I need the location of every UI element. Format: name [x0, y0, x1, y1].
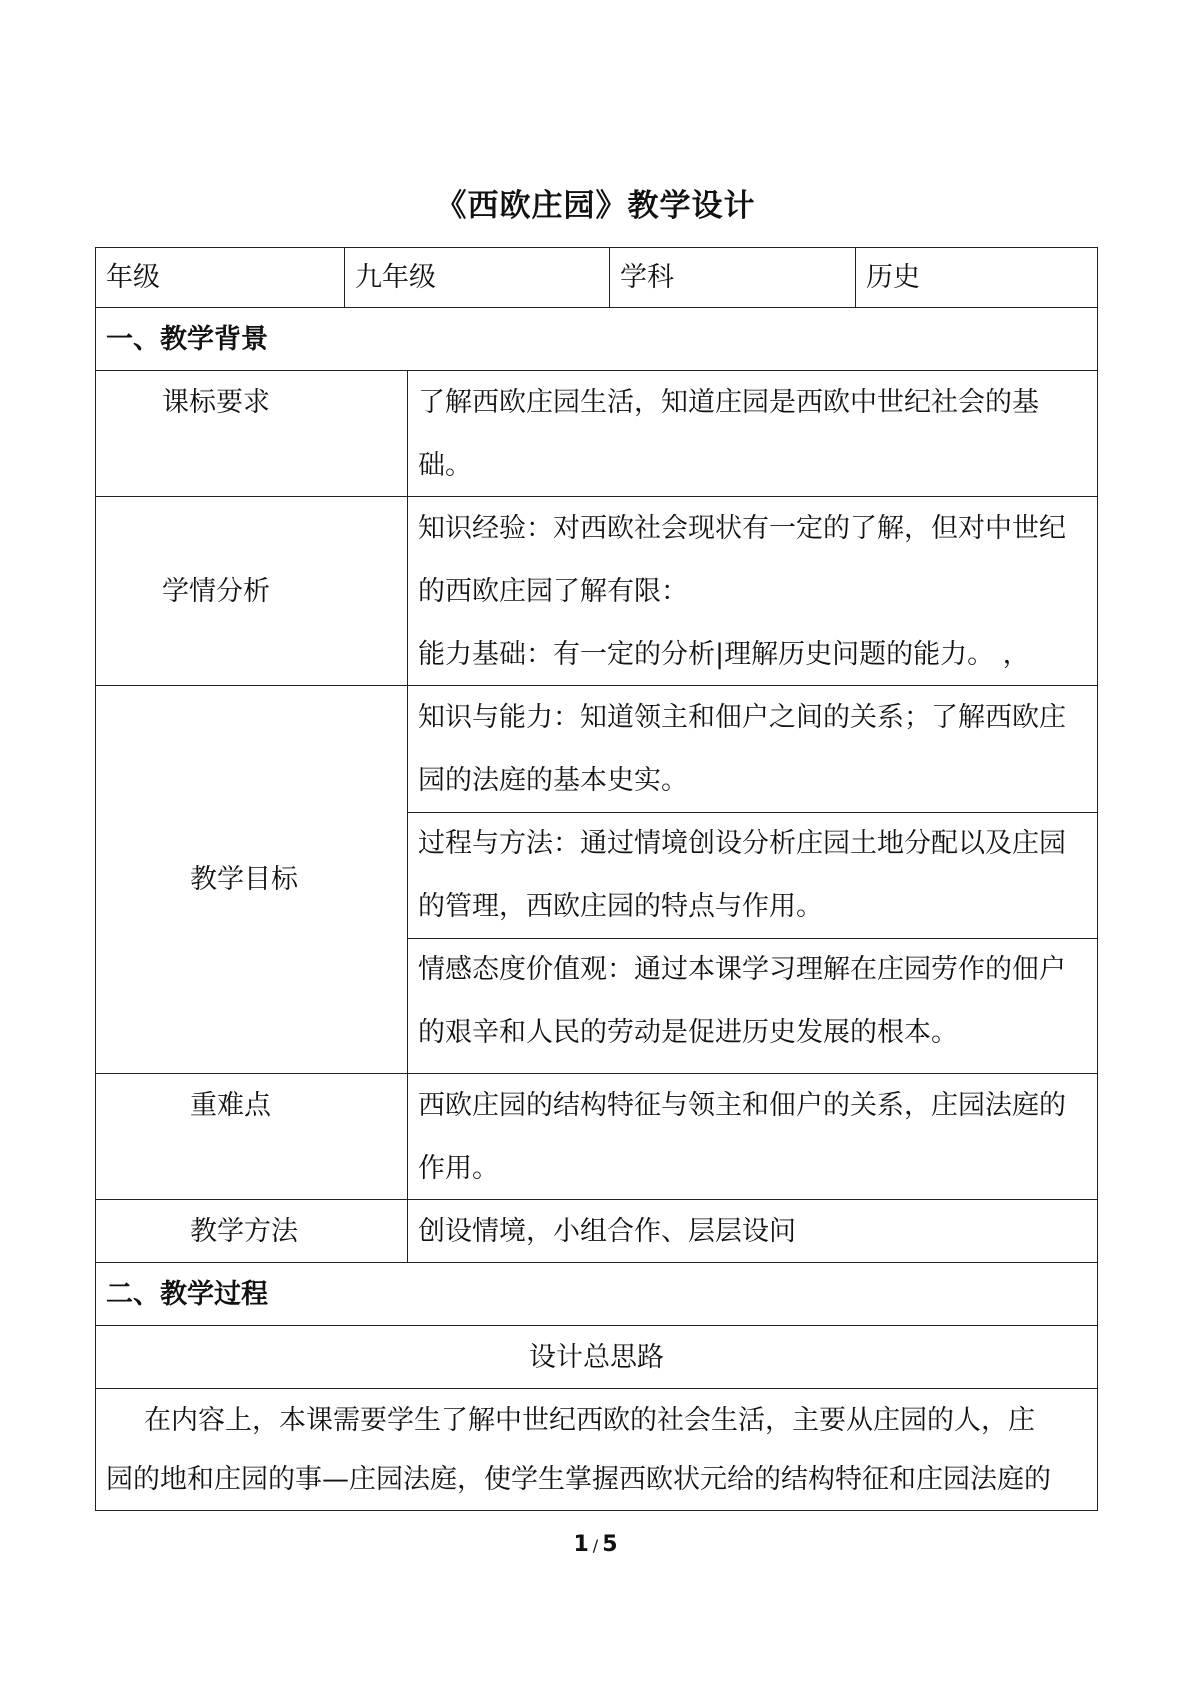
- total-pages: 5: [602, 1532, 618, 1557]
- subject-value: 历史: [855, 248, 1097, 307]
- curriculum-line: 了解西欧庄园生活，知道庄园是西欧中世纪社会的基: [418, 387, 1039, 418]
- curriculum-label: 课标要求: [162, 387, 270, 418]
- key-points-line: 作用。: [418, 1153, 499, 1184]
- key-points-line: 西欧庄园的结构特征与领主和佃户的关系，庄园法庭的: [418, 1090, 1066, 1121]
- curriculum-row: [96, 371, 1097, 497]
- student-analysis-label: 学情分析: [162, 576, 270, 607]
- objective-process: [408, 812, 1097, 938]
- objectives-label: 教学目标: [190, 864, 298, 895]
- student-analysis-line: 知识经验：对西欧社会现状有一定的了解，但对中世纪: [418, 513, 1066, 544]
- paragraph-line: 在内容上，本课需要学生了解中世纪西欧的社会生活，主要从庄园的人，庄: [144, 1405, 1035, 1436]
- objective-line: 的艰辛和人民的劳动是促进历史发展的根本。: [418, 1017, 958, 1048]
- student-analysis-line: 能力基础：有一定的分析|理解历史问题的能力。 ，: [418, 639, 1030, 670]
- objectives-content: [407, 686, 1097, 1073]
- objective-line: 知识与能力：知道领主和佃户之间的关系；了解西欧庄: [418, 702, 1066, 733]
- overview-title-row: [96, 1326, 1097, 1389]
- section-heading: 二、教学过程: [106, 1279, 268, 1310]
- student-analysis-row: [96, 497, 1097, 686]
- overview-paragraph-row: [96, 1389, 1097, 1512]
- section-heading: 一、教学背景: [106, 324, 268, 355]
- overview-paragraph: [96, 1389, 1097, 1512]
- lesson-plan-table: [95, 247, 1098, 1511]
- key-points-row: [96, 1074, 1097, 1200]
- key-points-content: [407, 1074, 1097, 1199]
- page-number: [0, 1532, 1191, 1557]
- document-title: 《西欧庄园》教学设计: [435, 188, 756, 224]
- student-analysis-line: 的西欧庄园了解有限：: [418, 576, 688, 607]
- objective-line: 园的法庭的基本史实。: [418, 765, 688, 796]
- grade-value: 九年级: [344, 248, 609, 307]
- section-heading-background: [96, 1263, 1097, 1326]
- methods-value: 创设情境，小组合作、层层设问: [407, 1200, 1097, 1262]
- paragraph-line: 园的地和庄园的事—庄园法庭，使学生掌握西欧状元给的结构特征和庄园法庭的: [106, 1464, 1051, 1495]
- curriculum-line: 础。: [418, 450, 472, 481]
- key-points-label: 重难点: [190, 1090, 271, 1121]
- grade-label: 年级: [106, 262, 160, 293]
- info-row: [96, 248, 1097, 308]
- curriculum-content: [407, 371, 1097, 496]
- objective-knowledge: [408, 686, 1097, 812]
- subject-label: 学科: [609, 248, 855, 307]
- objective-line: 情感态度价值观：通过本课学习理解在庄园劳作的佃户: [418, 954, 1066, 985]
- objective-emotion: [408, 938, 1097, 1073]
- section-heading-background: [96, 308, 1097, 371]
- current-page: 1: [573, 1532, 589, 1557]
- objective-line: 的管理，西欧庄园的特点与作用。: [418, 891, 823, 922]
- overview-title: 设计总思路: [529, 1342, 664, 1373]
- methods-label: 教学方法: [190, 1216, 298, 1247]
- objective-line: 过程与方法：通过情境创设分析庄园土地分配以及庄园: [418, 828, 1066, 859]
- student-analysis-content: [407, 497, 1097, 685]
- objectives-row: [96, 686, 1097, 1074]
- methods-row: [96, 1200, 1097, 1263]
- page-separator: /: [592, 1536, 599, 1555]
